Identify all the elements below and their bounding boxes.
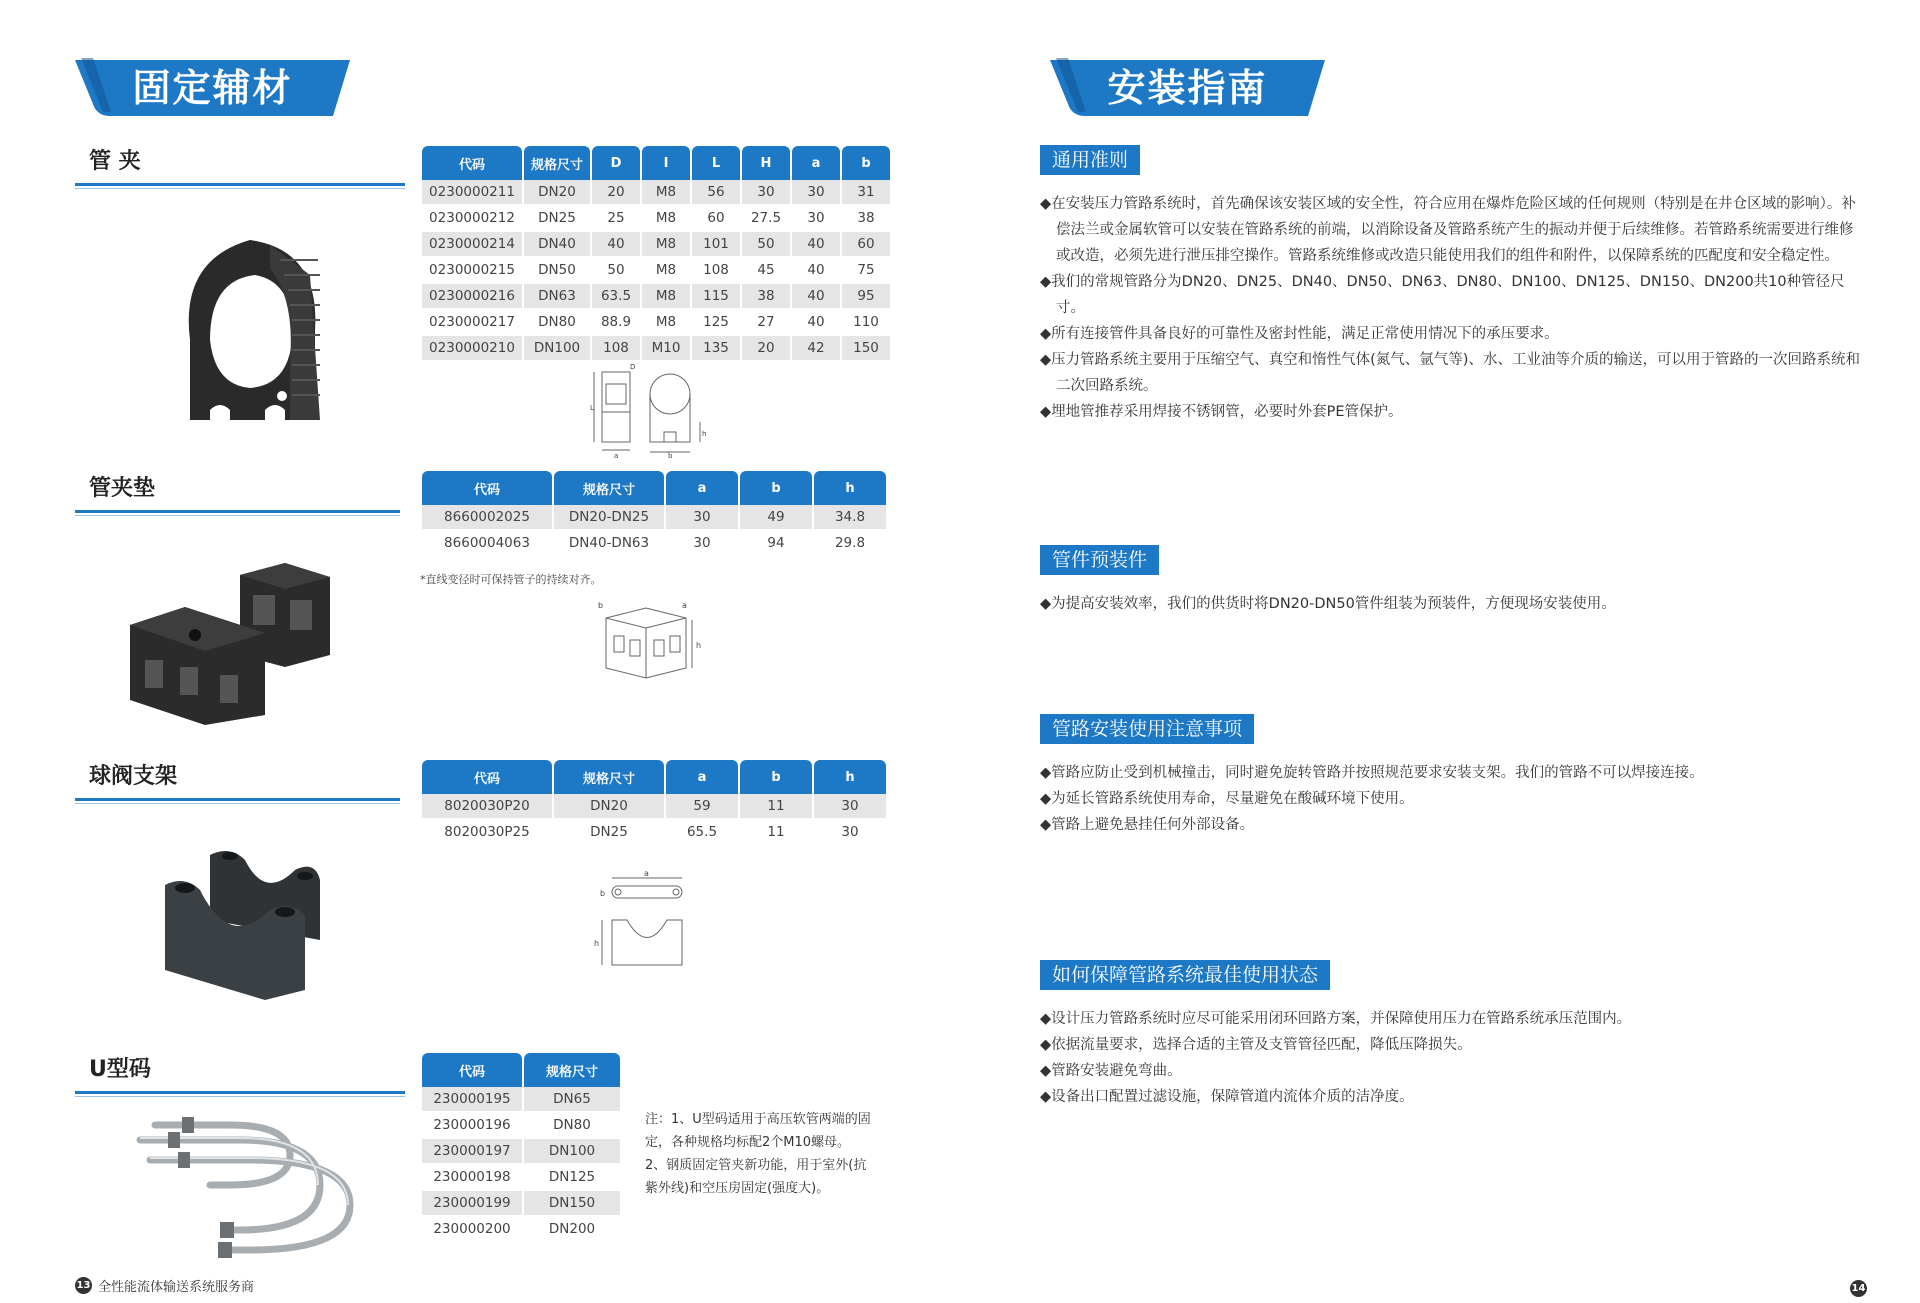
clamp-pad-heading [75, 474, 400, 516]
left-title-banner [75, 58, 350, 118]
col-header: 代码 [422, 1053, 522, 1087]
table-cell: 56 [692, 180, 740, 206]
table-row [422, 1217, 620, 1243]
table-cell: 27.5 [742, 206, 790, 232]
table-cell: 0230000210 [422, 336, 522, 362]
section-body [1040, 760, 1860, 838]
table-cell: 49 [740, 505, 812, 531]
table-cell: 63.5 [592, 284, 640, 310]
heading-rule-thin [75, 188, 405, 189]
table-cell: DN125 [524, 1165, 620, 1191]
table-cell: M8 [642, 232, 690, 258]
table-cell: 125 [692, 310, 740, 336]
valve-support-label: 球阀支架 [89, 764, 178, 789]
table-cell: 34.8 [814, 505, 886, 531]
table-cell: 30 [814, 794, 886, 820]
section-tag: 管路安装使用注意事项 [1040, 714, 1254, 744]
clamp-pad-label: 管夹垫 [89, 476, 156, 501]
section-body [1040, 191, 1860, 425]
section-precautions [1040, 714, 1860, 838]
table-cell: 40 [592, 232, 640, 258]
table-cell: 30 [742, 180, 790, 206]
bullet-paragraph: ◆埋地管推荐采用焊接不锈钢管，必要时外套PE管保护。 [1040, 404, 1403, 420]
right-title-banner [1050, 58, 1325, 118]
table-cell: 30 [792, 206, 840, 232]
drawing-label-d: D [630, 363, 636, 371]
table-row [422, 794, 886, 820]
table-cell: 30 [666, 531, 738, 557]
bullet-paragraph: ◆设备出口配置过滤设施，保障管道内流体介质的洁净度。 [1040, 1089, 1414, 1105]
col-header: H [742, 146, 790, 180]
heading-rule [75, 1091, 405, 1094]
section-tag: 如何保障管路系统最佳使用状态 [1040, 960, 1330, 990]
section-body [1040, 591, 1860, 617]
pipe-clamp-table [420, 146, 892, 362]
table-cell: 110 [842, 310, 890, 336]
table-cell: 230000197 [422, 1139, 522, 1165]
drawing-label-b: b [668, 452, 673, 458]
table-cell: 11 [740, 794, 812, 820]
col-header: L [692, 146, 740, 180]
table-cell: 94 [740, 531, 812, 557]
bullet-paragraph: ◆在安装压力管路系统时，首先确保该安装区域的安全性，符合应用在爆炸危险区域的任何规则（特别是在井仓区域的影响）。补偿法兰或金属软管可以安装在管路系统的前端，以消除设备及管路系统产生的振动并便于后续维修。若管路系统需要进行维修或改造，必须先进行泄压排空操作。管路系统维修或改造只能使用我们的组件和附件，以保障系统的匹配度和安全稳定性。 [1040, 196, 1856, 264]
table-cell: 40 [792, 232, 840, 258]
note-line: 定，各种规格均标配2个M10螺母。 [645, 1135, 851, 1150]
clamp-pad-image [125, 555, 340, 730]
section-tag: 通用准则 [1040, 145, 1140, 175]
table-cell: 40 [792, 310, 840, 336]
bullet-paragraph: ◆管路上避免悬挂任何外部设备。 [1040, 817, 1255, 833]
table-cell: DN25 [554, 820, 664, 846]
table-cell: 230000200 [422, 1217, 522, 1243]
table-row [422, 206, 890, 232]
table-cell: 0230000217 [422, 310, 522, 336]
table-cell: 20 [592, 180, 640, 206]
table-cell: 88.9 [592, 310, 640, 336]
bullet-paragraph: ◆我们的常规管路分为DN20、DN25、DN40、DN50、DN63、DN80、DN100、DN125、DN150、DN200共10种管径尺寸。 [1040, 274, 1845, 316]
table-cell: DN150 [524, 1191, 620, 1217]
right-title: 安装指南 [1107, 66, 1268, 110]
col-header: D [592, 146, 640, 180]
section-preassembly [1040, 545, 1860, 617]
table-cell: 45 [742, 258, 790, 284]
pipe-clamp-heading [75, 147, 405, 189]
page-number: 13 [75, 1277, 92, 1294]
clamp-pad-table [420, 471, 888, 557]
pipe-clamp-image [170, 220, 330, 440]
table-cell: 30 [792, 180, 840, 206]
table-cell: 50 [742, 232, 790, 258]
table-cell: 8020030P20 [422, 794, 552, 820]
table-cell: M8 [642, 180, 690, 206]
table-cell: DN25 [524, 206, 590, 232]
col-header: h [814, 471, 886, 505]
table-cell: 40 [792, 258, 840, 284]
col-header: b [740, 471, 812, 505]
bullet-paragraph: ◆压力管路系统主要用于压缩空气、真空和惰性气体(氮气、氩气等)、水、工业油等介质的输送，可以用于管路的一次回路系统和二次回路系统。 [1040, 352, 1860, 394]
table-cell: DN20 [524, 180, 590, 206]
drawing-label-h: h [702, 430, 707, 438]
heading-rule [75, 510, 400, 513]
bullet-paragraph: ◆为延长管路系统使用寿命，尽量避免在酸碱环境下使用。 [1040, 791, 1414, 807]
drawing-label-h: h [594, 939, 600, 948]
col-header: I [642, 146, 690, 180]
col-header: a [666, 471, 738, 505]
drawing-label-a: a [644, 870, 649, 878]
table-cell: DN63 [524, 284, 590, 310]
pipe-clamp-drawing [590, 362, 720, 458]
note-line: 紫外线)和空压房固定(强度大)。 [645, 1181, 830, 1196]
note-line: 2、钢质固定管夹新功能，用于室外(抗 [645, 1158, 867, 1173]
table-cell: 115 [692, 284, 740, 310]
table-cell: 65.5 [666, 820, 738, 846]
bullet-paragraph: ◆所有连接管件具备良好的可靠性及密封性能，满足正常使用情况下的承压要求。 [1040, 326, 1559, 342]
table-cell: 135 [692, 336, 740, 362]
valve-support-image [155, 840, 330, 1005]
table-cell: 50 [592, 258, 640, 284]
col-header: h [814, 760, 886, 794]
table-cell: 0230000215 [422, 258, 522, 284]
col-header: a [792, 146, 840, 180]
left-footer [75, 1276, 254, 1295]
table-cell: 0230000212 [422, 206, 522, 232]
col-header: 规格尺寸 [554, 471, 664, 505]
table-cell: DN50 [524, 258, 590, 284]
table-row [422, 1087, 620, 1113]
heading-rule-thin [75, 515, 400, 516]
col-header: 规格尺寸 [524, 146, 590, 180]
col-header: 规格尺寸 [554, 760, 664, 794]
col-header: b [842, 146, 890, 180]
col-header: 代码 [422, 760, 552, 794]
table-row [422, 258, 890, 284]
section-general [1040, 145, 1860, 425]
right-page [960, 0, 1920, 1303]
table-cell: DN200 [524, 1217, 620, 1243]
table-cell: 150 [842, 336, 890, 362]
table-cell: 230000195 [422, 1087, 522, 1113]
note-line: 注：1、U型码适用于高压软管两端的固 [645, 1112, 871, 1127]
table-cell: 108 [592, 336, 640, 362]
table-cell: 230000196 [422, 1113, 522, 1139]
table-row [422, 336, 890, 362]
bullet-paragraph: ◆管路应防止受到机械撞击，同时避免旋转管路并按照规范要求安装支架。我们的管路不可以焊接连接。 [1040, 765, 1704, 781]
table-cell: 230000198 [422, 1165, 522, 1191]
clamp-pad-drawing [596, 598, 716, 690]
bullet-paragraph: ◆为提高安装效率，我们的供货时将DN20-DN50管件组装为预装件，方便现场安装使用。 [1040, 596, 1616, 612]
drawing-label-b: b [598, 601, 604, 610]
table-cell: 75 [842, 258, 890, 284]
table-cell: 40 [792, 284, 840, 310]
table-cell: 38 [742, 284, 790, 310]
table-cell: DN100 [524, 336, 590, 362]
left-title: 固定辅材 [132, 66, 293, 110]
table-cell: 27 [742, 310, 790, 336]
drawing-label-a: a [614, 452, 619, 458]
table-cell: 20 [742, 336, 790, 362]
table-row [422, 232, 890, 258]
table-cell: DN40-DN63 [554, 531, 664, 557]
col-header: 规格尺寸 [524, 1053, 620, 1087]
col-header: 代码 [422, 471, 552, 505]
table-row [422, 1191, 620, 1217]
table-cell: 59 [666, 794, 738, 820]
drawing-label-l: L [590, 404, 594, 412]
drawing-label-h: h [696, 641, 702, 650]
section-best-state [1040, 960, 1860, 1110]
page-number: 14 [1850, 1280, 1867, 1297]
table-cell: DN80 [524, 1113, 620, 1139]
table-cell: 30 [666, 505, 738, 531]
bullet-paragraph: ◆依据流量要求，选择合适的主管及支管管径匹配，降低压降损失。 [1040, 1037, 1472, 1053]
table-cell: 8020030P25 [422, 820, 552, 846]
bullet-paragraph: ◆设计压力管路系统时应尽可能采用闭环回路方案，并保障使用压力在管路系统承压范围内。 [1040, 1011, 1632, 1027]
table-row [422, 284, 890, 310]
table-row [422, 1113, 620, 1139]
table-cell: M8 [642, 258, 690, 284]
table-cell: 101 [692, 232, 740, 258]
table-cell: DN40 [524, 232, 590, 258]
table-cell: 0230000216 [422, 284, 522, 310]
valve-support-drawing [592, 870, 702, 980]
col-header: a [666, 760, 738, 794]
table-cell: 11 [740, 820, 812, 846]
table-row [422, 310, 890, 336]
table-cell: 60 [842, 232, 890, 258]
bullet-paragraph: ◆管路安装避免弯曲。 [1040, 1063, 1182, 1079]
table-cell: DN20 [554, 794, 664, 820]
u-bolt-heading [75, 1055, 405, 1097]
heading-rule-thin [75, 803, 400, 804]
section-tag: 管件预装件 [1040, 545, 1159, 575]
table-cell: DN80 [524, 310, 590, 336]
valve-support-heading [75, 762, 400, 804]
drawing-label-a: a [682, 601, 687, 610]
table-cell: 0230000214 [422, 232, 522, 258]
table-cell: DN100 [524, 1139, 620, 1165]
table-row [422, 180, 890, 206]
valve-support-table [420, 760, 888, 846]
table-cell: 60 [692, 206, 740, 232]
table-cell: 42 [792, 336, 840, 362]
table-cell: M8 [642, 284, 690, 310]
table-cell: DN65 [524, 1087, 620, 1113]
table-cell: 108 [692, 258, 740, 284]
table-cell: 31 [842, 180, 890, 206]
u-bolt-image [120, 1110, 380, 1260]
u-bolt-label: U型码 [89, 1057, 151, 1082]
col-header: 代码 [422, 146, 522, 180]
table-cell: M10 [642, 336, 690, 362]
table-row [422, 531, 886, 557]
drawing-label-b: b [600, 889, 606, 898]
footer-slogan: 全性能流体输送系统服务商 [98, 1280, 255, 1295]
heading-rule [75, 798, 400, 801]
pipe-clamp-label: 管 夹 [89, 149, 141, 174]
table-cell: M8 [642, 206, 690, 232]
u-bolt-note [645, 1108, 895, 1200]
table-cell: DN20-DN25 [554, 505, 664, 531]
right-footer [1850, 1276, 1867, 1297]
table-cell: 8660004063 [422, 531, 552, 557]
table-cell: 29.8 [814, 531, 886, 557]
table-cell: 30 [814, 820, 886, 846]
table-row [422, 505, 886, 531]
table-row [422, 1165, 620, 1191]
table-row [422, 1139, 620, 1165]
section-body [1040, 1006, 1860, 1110]
col-header: b [740, 760, 812, 794]
u-bolt-table [420, 1053, 622, 1243]
table-cell: 25 [592, 206, 640, 232]
table-row [422, 820, 886, 846]
table-cell: 0230000211 [422, 180, 522, 206]
heading-rule-thin [75, 1096, 405, 1097]
table-cell: 38 [842, 206, 890, 232]
table-cell: M8 [642, 310, 690, 336]
table-cell: 230000199 [422, 1191, 522, 1217]
heading-rule [75, 183, 405, 186]
table-cell: 95 [842, 284, 890, 310]
clamp-pad-note: *直线变径时可保持管子的持续对齐。 [420, 573, 602, 586]
table-cell: 8660002025 [422, 505, 552, 531]
